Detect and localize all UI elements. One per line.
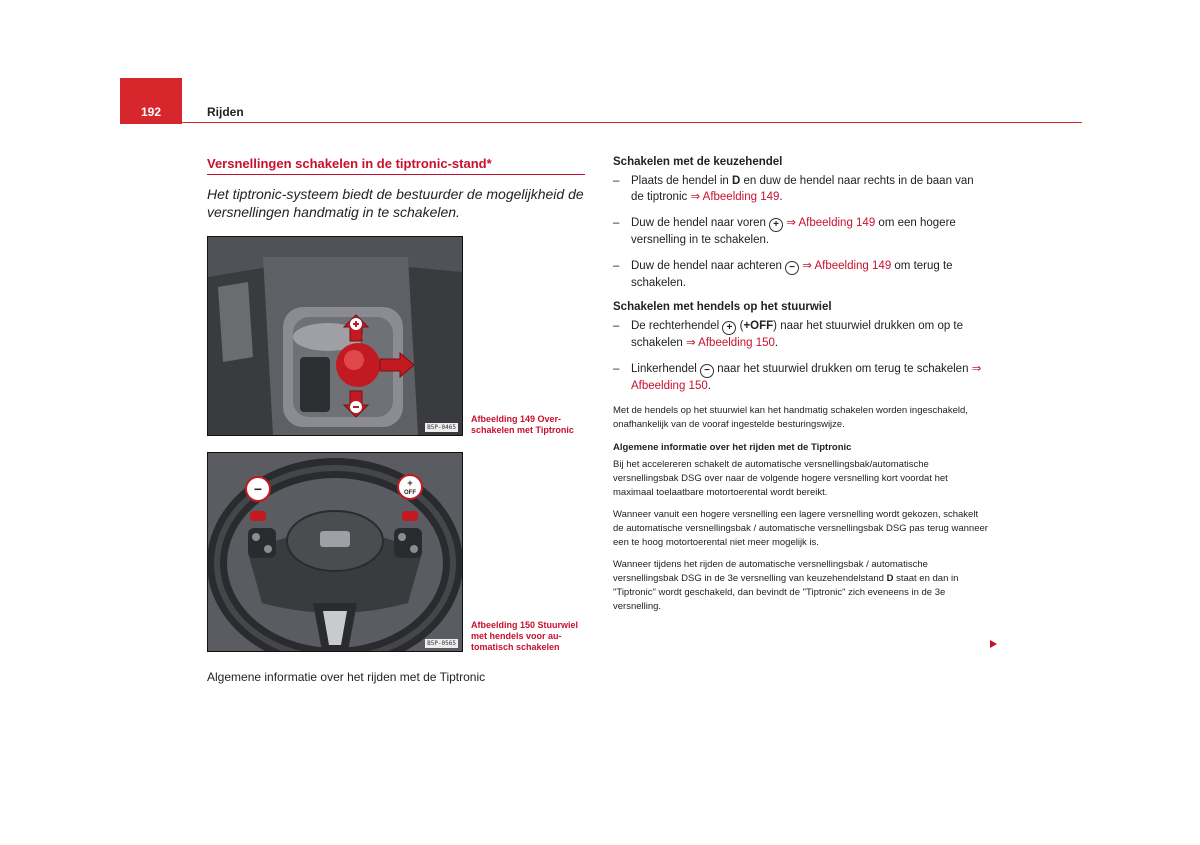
header-rule xyxy=(182,122,1082,123)
figure-149-caption: Afbeelding 149 Overschakelen met Tiptronic xyxy=(471,414,574,435)
paragraph: Wanneer tijdens het rijden de automatische versnellingsbak / automatische versnellingsbak DSG in de 3e versnelling van keuzehendelstand D staat en dan in "Tiptronic" wordt geschakeld, dan bevindt de "Tiptronic" zich eveneens in de 3e versnelling. xyxy=(613,559,959,612)
gear-lever-illustration xyxy=(208,237,462,435)
figure-150-caption: Afbeelding 150 Stuurwiel met hendels voor automatisch schakelen xyxy=(471,620,579,652)
figure-149-gear-lever xyxy=(207,236,463,436)
step-item: – Duw de hendel naar voren + ⇒ Afbeelding 149 om een hogere versnelling in te schakelen. xyxy=(613,217,956,246)
left-column xyxy=(207,156,585,684)
step-item: – De rechterhendel + (+OFF) naar het stuurwiel drukken om op te schakelen ⇒ Afbeelding 150. xyxy=(613,320,964,349)
topic-title: Versnellingen schakelen in de tiptronic-stand* xyxy=(207,156,585,175)
paragraph: Bij het accelereren schakelt de automatische versnellingsbak/automatische versnellingsbak DSG over naar de volgende hogere versnelling kort voordat het maximaal toelaatbare motortoerental wordt bereikt. xyxy=(613,459,948,498)
link-figure-150[interactable]: ⇒ Afbeelding 150 xyxy=(685,337,775,349)
minus-symbol-icon: − xyxy=(785,261,799,275)
page-number: 192 xyxy=(140,105,162,119)
minus-label: − xyxy=(253,481,263,497)
paragraph: Met de hendels op het stuurwiel kan het handmatig schakelen worden ingeschakeld, onafhankelijk van de vooraf ingestelde besturingswijze. xyxy=(613,405,968,430)
link-figure-149[interactable]: ⇒ Afbeelding 149 xyxy=(690,191,780,203)
plus-symbol-icon: + xyxy=(769,218,783,232)
right-column xyxy=(613,156,989,622)
plus-symbol-icon: + xyxy=(722,321,736,335)
topic-intro: Het tiptronic-systeem biedt de bestuurder de mogelijkheid de versnellingen handmatig in te schakelen. xyxy=(207,186,584,220)
step-item: – Plaats de hendel in D en duw de hendel naar rechts in de baan van de tiptronic ⇒ Afbeelding 149. xyxy=(613,175,974,203)
step-item: – Duw de hendel naar achteren − ⇒ Afbeelding 149 om terug te schakelen. xyxy=(613,260,953,289)
section-title: Rijden xyxy=(207,105,244,119)
off-label: OFF xyxy=(404,490,416,496)
link-figure-149[interactable]: ⇒ Afbeelding 149 xyxy=(786,217,876,229)
figure-code: B5P-0465 xyxy=(427,424,456,431)
step-item: – Linkerhendel − naar het stuurwiel drukken om terug te schakelen ⇒ Afbeelding 150. xyxy=(613,363,982,392)
plus-label: + xyxy=(407,478,413,488)
continue-arrow-icon xyxy=(990,640,997,648)
link-figure-149[interactable]: ⇒ Afbeelding 149 xyxy=(802,260,892,272)
steering-wheel-illustration xyxy=(208,453,462,651)
paragraph: Wanneer vanuit een hogere versnelling een lagere versnelling wordt gekozen, schakelt de automatische versnellingsbak / automatische versnellingsbak DSG pas terug wanneer een te hoog motortoerental niet meer mogelijk is. xyxy=(613,509,988,548)
figure-150-steering-wheel xyxy=(207,452,463,652)
heading-general-info: Algemene informatie over het rijden met de Tiptronic xyxy=(613,442,852,453)
heading-steering-paddles: Schakelen met hendels op het stuurwiel xyxy=(613,301,832,313)
footnote-text: Algemene informatie over het rijden met de Tiptronic xyxy=(207,670,486,684)
minus-symbol-icon: − xyxy=(700,364,714,378)
heading-gear-lever: Schakelen met de keuzehendel xyxy=(613,156,783,168)
figure-code: B5P-0565 xyxy=(427,640,456,647)
link-figure-150[interactable]: ⇒ Afbeelding 150 xyxy=(631,363,982,392)
